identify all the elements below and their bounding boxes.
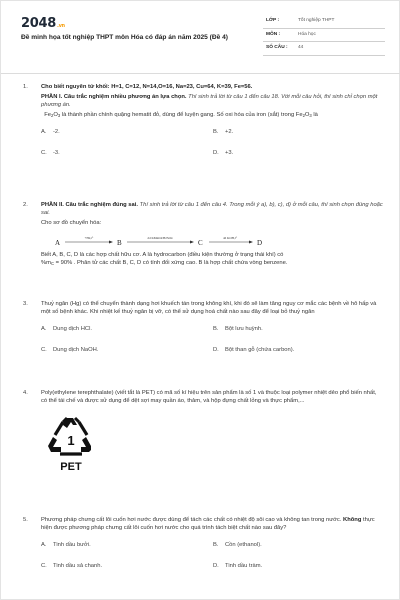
- node-d: D: [257, 238, 263, 247]
- question-body: [41, 516, 383, 575]
- arrow-3-label: dd KOH,t°: [223, 235, 237, 240]
- header-divider: [1, 73, 400, 74]
- pet-recycle-symbol: [41, 412, 383, 474]
- question-stem: [41, 516, 383, 533]
- meta-value: 44: [298, 45, 304, 50]
- conversion-scheme: [41, 231, 383, 251]
- question-stem: [41, 111, 383, 119]
- part-instructions: [41, 93, 383, 110]
- arrow-2-label: dd KMnO4/H2SO4: [147, 235, 173, 240]
- option-text: Tinh dầu sả chanh.: [53, 562, 103, 569]
- option-letter: B.: [213, 541, 219, 548]
- stem-text: Phương pháp chưng cất lôi cuốn hơi nước được dùng để tách các chất có nhiệt độ sôi cao và không tan trong nước.: [41, 517, 344, 523]
- option-b[interactable]: [213, 325, 263, 333]
- stem-text: Biết A, B, C, D là các hợp chất hữu cơ. A là hydrocarbon (điều kiện thường ở trạng thái khí) có: [41, 251, 284, 258]
- option-letter: A.: [41, 128, 47, 135]
- atomic-masses-line: Cho biết nguyên tử khối: H=1, C=12, N=14,O=16, Na=23, Cu=64, K=39, Fe=56.: [41, 84, 253, 90]
- option-text: +2.: [225, 128, 234, 135]
- formula-o-2: O: [304, 112, 310, 119]
- part-note: Thí sinh trả lời từ câu 1 đến câu 18. Với mỗi câu hỏi, thí sinh chỉ chọn một phương án.: [41, 93, 378, 109]
- node-c: C: [198, 238, 203, 247]
- question-stem: Thuỷ ngân (Hg) có thể chuyển thành dạng hơi khuếch tán trong không khí, khi đó sẽ làm tăng nguy cơ mắc các bệnh về hô hấp và một số bệnh khác. Khi nhiệt kế thuỷ ngân bị vỡ, có thể sử dụng hoá chất nào sau đây để loại bỏ thuỷ ngân: [41, 301, 377, 316]
- question-stem: Poly(ethylene terephthalate) (viết tắt là PET) có mã số kí hiệu trên sản phẩm là số 1 và thuộc loại polymer nhiệt dẻo phổ biến nhất, có thể tái chế và được sử dụng để dệt sợi may quần áo, thảm, và hộp đựng chất lỏng và thực phẩm,...: [41, 390, 377, 405]
- option-d[interactable]: [213, 149, 233, 157]
- option-text: Tinh dầu bưởi.: [53, 541, 91, 548]
- option-text: Cồn (ethanol).: [225, 541, 262, 548]
- recycle-label: PET: [60, 460, 82, 473]
- node-b: B: [117, 238, 122, 247]
- meta-key: LỚP :: [266, 18, 280, 23]
- option-letter: B.: [213, 128, 219, 135]
- question-number: 2.: [23, 202, 28, 208]
- meta-value: Tốt nghiệp THPT: [298, 18, 335, 23]
- arrow-1-label: +H2,t°: [84, 235, 94, 240]
- option-text: Bột lưu huỳnh.: [225, 325, 263, 332]
- option-text: Dung dịch HCl.: [53, 325, 92, 332]
- option-letter: D.: [213, 346, 219, 353]
- part-heading: PHẦN II. Câu trắc nghiệm đúng sai.: [41, 202, 138, 208]
- stem-end: là: [311, 112, 318, 119]
- scheme-intro: Cho sơ đồ chuyển hóa:: [41, 220, 102, 227]
- recycle-triangle-icon: [41, 412, 101, 474]
- node-a: A: [55, 238, 61, 247]
- meta-row-subject: [263, 29, 385, 43]
- arrow-2-head: [190, 240, 194, 243]
- question-number: 1.: [23, 84, 28, 90]
- arrow-1-head: [109, 240, 113, 243]
- formula-fe-sub-2: 2: [302, 113, 305, 119]
- stem-formula-sub: C: [50, 261, 55, 267]
- formula-fe-2: Fe: [295, 112, 303, 119]
- option-d[interactable]: [213, 562, 262, 570]
- question-body: [41, 300, 383, 359]
- meta-row-class: [263, 15, 385, 29]
- option-b[interactable]: [213, 128, 233, 136]
- part-heading: PHẦN I. Câu trắc nghiệm nhiều phương án lựa chọn.: [41, 93, 187, 100]
- option-a[interactable]: [41, 541, 91, 549]
- option-c[interactable]: [41, 562, 102, 570]
- option-a[interactable]: [41, 128, 60, 136]
- logo-brand: 2048: [21, 16, 56, 31]
- site-logo[interactable]: [21, 15, 65, 34]
- stem-text-end: thực hiện được phương pháp chưng cất lôi cuốn hơi nước cho quá trình tách biệt chất nào sau đây?: [41, 517, 375, 532]
- option-text: Dung dịch NaOH.: [53, 346, 99, 353]
- option-b[interactable]: [213, 541, 262, 549]
- formula-fe-sub: 2: [51, 113, 54, 119]
- option-letter: C.: [41, 149, 47, 156]
- logo-suffix: .vn: [56, 23, 65, 29]
- meta-value: Hóa học: [298, 31, 316, 37]
- question-stem: [41, 251, 383, 268]
- option-letter: C.: [41, 562, 47, 569]
- part-instructions: [41, 201, 383, 218]
- option-letter: D.: [213, 149, 219, 156]
- option-c[interactable]: [41, 149, 60, 157]
- option-text: -2.: [53, 128, 60, 135]
- option-letter: B.: [213, 325, 219, 332]
- formula-o-sub: 3: [57, 113, 61, 119]
- option-text: Tinh dầu tràm.: [225, 562, 263, 569]
- option-d[interactable]: [213, 346, 294, 354]
- question-body: [41, 201, 383, 269]
- document-meta: [263, 15, 385, 56]
- answer-options: [41, 128, 383, 162]
- meta-row-count: [263, 42, 385, 56]
- option-a[interactable]: [41, 325, 92, 333]
- option-letter: D.: [213, 562, 219, 569]
- stem-emphasis: Không: [343, 517, 362, 523]
- question-number: 3.: [23, 301, 28, 307]
- part-note: Thí sinh trả lời từ câu 1 đến câu 4. Trong mỗi ý a), b), c), d) ở mỗi câu, thí sinh chọn đúng hoặc sai.: [41, 202, 383, 217]
- stem-text: là thành phần chính quặng hematit đỏ, dùng để luyện gang. Số oxi hóa của iron (sắt) trong: [60, 112, 296, 119]
- formula-fe: Fe: [44, 112, 51, 119]
- question-number: 4.: [23, 390, 28, 396]
- scheme-diagram: [41, 231, 301, 251]
- option-text: +3.: [225, 149, 234, 156]
- formula-o: O: [53, 112, 58, 119]
- answer-options: [41, 325, 383, 359]
- option-text: Bột than gỗ (chứa carbon).: [225, 346, 295, 353]
- question-number: 5.: [23, 517, 28, 523]
- document-title: Đề minh họa tốt nghiệp THPT môn Hóa có đáp án năm 2025 (Đề 4): [21, 34, 228, 41]
- answer-options: [41, 541, 383, 575]
- option-letter: A.: [41, 541, 47, 548]
- arrow-3-head: [249, 240, 253, 243]
- stem-text-end: = 90% . Phân tử các chất B, C, D có tính đối xứng cao. B là hợp chất chứa vòng benzene.: [54, 260, 288, 267]
- option-letter: C.: [41, 346, 47, 353]
- option-c[interactable]: [41, 346, 98, 354]
- meta-key: SỐ CÂU :: [266, 45, 288, 50]
- stem-formula: %m: [41, 260, 51, 267]
- recycle-number: 1: [67, 432, 75, 448]
- formula-o-sub-2: 3: [309, 113, 312, 119]
- option-letter: A.: [41, 325, 47, 332]
- meta-key: MÔN :: [266, 31, 281, 37]
- question-body: [41, 389, 383, 474]
- question-body: [41, 83, 383, 162]
- document-header: [15, 11, 387, 65]
- option-text: -3.: [53, 149, 60, 156]
